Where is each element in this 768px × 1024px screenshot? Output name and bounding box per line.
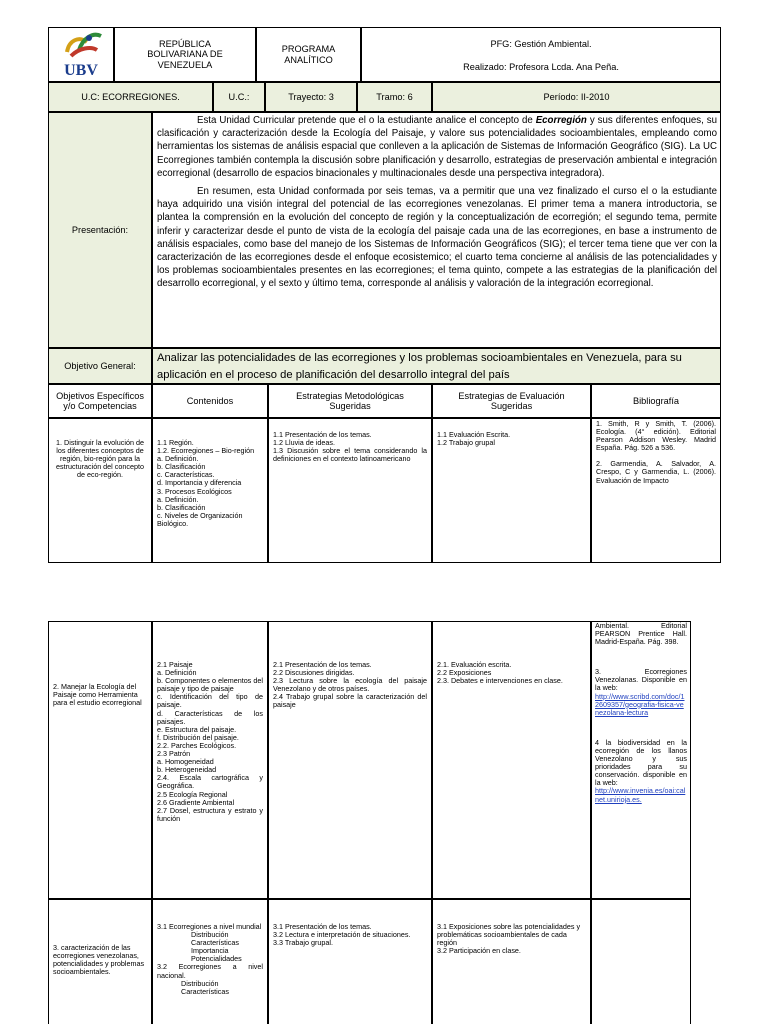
- pfg-text: PFG: Gestión Ambiental.: [490, 39, 592, 49]
- presentation-label-cell: [48, 112, 152, 348]
- list-item: 2.2 Exposiciones: [437, 668, 492, 678]
- list-item: 1.1 Presentación de los temas.: [273, 430, 372, 439]
- bibliography-entry: 1. Smith, R y Smith, T. (2006). Ecología. (4° edición). Editorial Pearson Addison Wesley. Madrid España. Pág. 526 a 536.: [596, 419, 716, 453]
- presentation-label: Presentación:: [71, 224, 129, 235]
- uc-code: U.C.:: [213, 82, 265, 112]
- list-item: Distribución: [181, 978, 219, 988]
- row1-methods-cell: [268, 418, 432, 563]
- logo-text: UBV: [64, 62, 98, 79]
- row2-objective: 2. Manejar la Ecología del Paisaje como Herramienta para el estudio ecorregional: [53, 682, 142, 708]
- list-item: 2.5 Ecología Regional: [157, 789, 228, 799]
- row3-contents-cell: [152, 899, 268, 1024]
- republic-text: REPÚBLICA BOLIVARIANA DE VENEZUELA: [147, 38, 223, 70]
- row1-objective: 1. Distinguir la evolución de los diferentes conceptos de región, bio-región para la estructuración del concepto de eco-región.: [56, 438, 144, 480]
- list-item: c. Características.: [157, 470, 215, 480]
- uc-name: U.C: ECORREGIONES.: [48, 82, 213, 112]
- list-item: d. Importancia y diferencia: [157, 478, 242, 488]
- list-item: c. Identificación del tipo de paisaje.: [157, 692, 263, 710]
- presentation-body: [152, 112, 721, 348]
- list-item: a. Definición.: [157, 494, 199, 504]
- program-header: [256, 27, 361, 82]
- list-item: f. Distribución del paisaje.: [157, 732, 239, 742]
- list-item: 1.2 Trabajo grupal: [437, 438, 495, 448]
- row3-evaluation-cell: [432, 899, 591, 1024]
- list-item: 3.2 Lectura e interpretación de situaciones.: [273, 930, 411, 940]
- list-item: 1.2 Lluvia de ideas.: [273, 438, 335, 448]
- bibliography-entry: Ambiental. Editorial PEARSON Prentice Hall. Madrid-España. Pág. 398.: [595, 621, 687, 647]
- bibliography-entry: 3. Ecorregiones Venezolanas. Disponible en la web:: [595, 667, 687, 693]
- bibliography-link[interactable]: http://www.invenia.es/oai:calnet.unirioja.es.: [595, 786, 686, 804]
- row2-methods-cell: [268, 621, 432, 899]
- logo-cell: [48, 27, 114, 82]
- list-item: 2.4 Trabajo grupal sobre la caracterización del paisaje: [273, 692, 427, 710]
- general-objective-label: Objetivo General:: [64, 360, 136, 371]
- header-methods: Estrategias Metodológicas Sugeridas: [268, 384, 432, 418]
- periodo: Período: II-2010: [432, 82, 721, 112]
- header-evaluation: Estrategias de Evaluación Sugeridas: [432, 384, 591, 418]
- list-item: Distribución: [191, 930, 229, 940]
- row3-methods-cell: [268, 899, 432, 1024]
- list-item: 3.2 Ecorregiones a nivel nacional.: [157, 962, 263, 980]
- list-item: 3.1 Ecorregiones a nivel mundial: [157, 922, 262, 931]
- list-item: Potencialidades: [191, 954, 242, 964]
- row2-objective-cell: [48, 621, 152, 899]
- list-item: 2.2. Parches Ecológicos.: [157, 740, 237, 750]
- list-item: 2.3. Debates e intervenciones en clase.: [437, 676, 563, 686]
- list-item: b. Heterogeneidad: [157, 765, 217, 775]
- general-objective-label-cell: [48, 348, 152, 384]
- pfg-header: [361, 27, 721, 82]
- list-item: 2.6 Gradiente Ambiental: [157, 797, 235, 807]
- list-item: 2.4. Escala cartográfica y Geográfica.: [157, 773, 263, 791]
- row1-objective-cell: [48, 418, 152, 563]
- list-item: a. Definición.: [157, 454, 199, 464]
- list-item: b. Componentes o elementos del paisaje y tipo de paisaje: [157, 676, 263, 694]
- list-item: 3. Procesos Ecológicos: [157, 486, 232, 496]
- list-item: 3.1 Exposiciones sobre las potencialidades y problemáticas socioambientales de cada región: [437, 922, 581, 948]
- list-item: 2.1 Presentación de los temas.: [273, 660, 372, 669]
- header-contents: Contenidos: [152, 384, 268, 418]
- list-item: c. Niveles de Organización Biológico.: [157, 510, 243, 528]
- list-item: 1.2. Ecorregiones – Bio-región: [157, 446, 255, 456]
- list-item: 1.3 Discusión sobre el tema considerando la definiciones en el contexto latinoamericano: [273, 446, 427, 464]
- list-item: b. Clasificación: [157, 502, 206, 512]
- row2-bibliography-cell: [591, 621, 691, 899]
- list-item: 1.1 Región.: [157, 438, 194, 447]
- presentation-paragraph-2: En resumen, esta Unidad conformada por seis temas, va a permitir que una vez finalizado el curso el o la estudiante haya adquirido una visión integral del potencial de las ecorregiones venezolanas. El primer tema a manera introductoria, se plantea la comprensión en la evolución del concepto de región y la conceptualización de ecorregión; el segundo tema, permite inferir y caracterizar desde el punto de vista de la ecología del paisaje cada una de las ecorregiones, en base a instrumento de análisis espaciales, como base del manejo de los Sistemas de Información Geográficos (SIG); el tercer tema tiene que ver con la caracterización de las ecorregiones desde el enfoque ecosistemico; el cuarto tema concierne al análisis de las potencialidades y los problemas socioambientales presentes en las ecorregiones; el tema quinto, compete a las estrategias de la planificación del desarrollo ecorregional, y el sexto y último tema, corresponde al análisis y valoración de la integración ecorregional.: [157, 186, 717, 290]
- list-item: 3.2 Participación en clase.: [437, 946, 521, 956]
- bibliography-link[interactable]: http://www.scribd.com/doc/12609357/geografia-fisica-venezolana-lectura: [595, 691, 685, 717]
- list-item: Características: [181, 986, 229, 996]
- trayecto: Trayecto: 3: [265, 82, 357, 112]
- list-item: e. Estructura del paisaje.: [157, 724, 237, 734]
- republic-header: [114, 27, 256, 82]
- list-item: 2.1. Evaluación escrita.: [437, 660, 512, 669]
- list-item: 3.3 Trabajo grupal.: [273, 938, 333, 948]
- row1-evaluation-cell: [432, 418, 591, 563]
- list-item: d. Características de los paisajes.: [157, 708, 263, 726]
- header-objectives: Objetivos Específicos y/o Competencias: [48, 384, 152, 418]
- presentation-paragraph-1: Esta Unidad Curricular pretende que el o la estudiante analice el concepto de Ecorregión y sus diferentes enfoques, su clasificación y caracterización desde la Ecología del Paisaje, y valore sus potencialidades socioambientales, empleando como herramientas los sistemas de análisis espacial que conlleven a la aplicación de Sistemas de Información Geográfico (SIG). La UC Ecorregiones también contempla la discusión sobre planificación y desarrollo, estrategias de preservación ambiental e integración ecorregional (desarrollo de espacios binacionales y multinacionales desde una perspectiva integradora).: [157, 115, 717, 179]
- list-item: a. Definición: [157, 668, 197, 678]
- row3-bibliography-cell: [591, 899, 691, 1024]
- row2-evaluation-cell: [432, 621, 591, 899]
- row1-bibliography-cell: [591, 418, 721, 563]
- general-objective-text: Analizar las potencialidades de las ecorregiones y los problemas socioambientales en Venezuela, para su aplicación en el proceso de planificación del desarrollo integral del país: [152, 348, 721, 384]
- bibliography-entry: 4 la biodiversidad en la ecorregión de los llanos Venezolano y sus prioridades para su conservación. disponible en la web:: [595, 737, 687, 788]
- row3-objective-cell: [48, 899, 152, 1024]
- list-item: 2.1 Paisaje: [157, 660, 193, 669]
- author-text: Realizado: Profesora Lcda. Ana Peña.: [463, 62, 619, 72]
- row3-objective: 3. caracterización de las ecorregiones venezolanas, potencialidades y problemas socioambientales.: [53, 943, 145, 977]
- list-item: 2.3 Lectura sobre la ecología del paisaje Venezolano y de otros países.: [273, 676, 427, 694]
- list-item: 1.1 Evaluación Escrita.: [437, 430, 511, 439]
- list-item: a. Homogeneidad: [157, 757, 214, 767]
- list-item: 2.2 Discusiones dirigidas.: [273, 668, 355, 678]
- list-item: 3.1 Presentación de los temas.: [273, 922, 372, 931]
- list-item: Características: [191, 938, 239, 948]
- list-item: 2.3 Patrón: [157, 749, 191, 759]
- tramo: Tramo: 6: [357, 82, 432, 112]
- row1-contents-cell: [152, 418, 268, 563]
- row2-contents-cell: [152, 621, 268, 899]
- list-item: Importancia: [191, 946, 229, 956]
- header-bibliography: Bibliografía: [591, 384, 721, 418]
- bibliography-entry: 2. Garmendia, A. Salvador, A. Crespo, C y Garmendia, L. (2006). Evaluación de Impacto: [596, 459, 716, 485]
- list-item: 2.7 Dosel, estructura y estrato y función: [157, 805, 263, 823]
- list-item: b. Clasificación: [157, 462, 206, 472]
- program-text: PROGRAMA ANALÍTICO: [281, 44, 336, 65]
